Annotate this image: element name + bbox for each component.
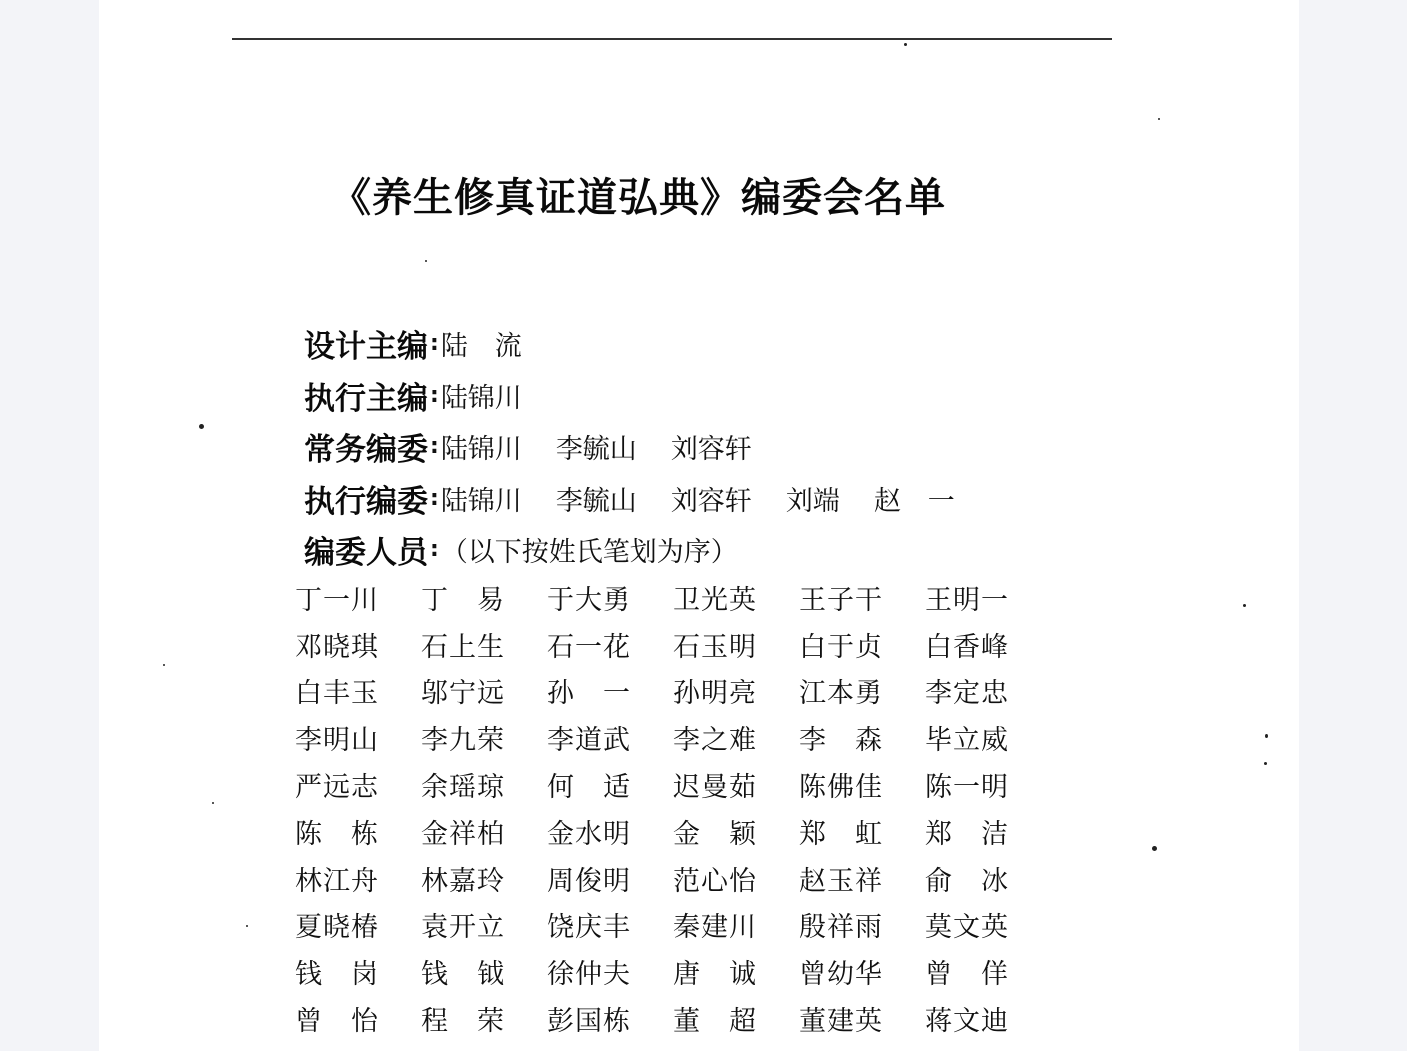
role-name: 刘容轩: [670, 485, 752, 517]
member-name: 李明山: [295, 725, 379, 757]
role-colon: :: [430, 331, 439, 357]
member-row: [295, 808, 1051, 855]
member-name: 石玉明: [673, 631, 757, 663]
page-title: 《养生修真证道弘典》编委会名单: [331, 175, 946, 221]
member-name: 陈一明: [925, 772, 1009, 804]
member-name-grid: [295, 574, 1051, 1042]
member-name: 严远志: [295, 772, 379, 804]
member-name: 邬宁远: [421, 678, 505, 710]
member-name: 唐 诚: [673, 959, 757, 991]
member-name: 金 颖: [673, 818, 757, 850]
member-name: 袁开立: [421, 912, 505, 944]
member-name: 曾 佯: [925, 959, 1009, 991]
scan-speck: [425, 260, 427, 262]
member-name: 金水明: [547, 818, 631, 850]
member-row: [295, 761, 1051, 808]
member-name: 蒋文迪: [925, 1006, 1009, 1038]
member-row: [295, 995, 1051, 1042]
role-name: 刘端: [785, 485, 840, 517]
member-name: 林嘉玲: [421, 865, 505, 897]
member-name: 徐仲夫: [547, 959, 631, 991]
member-name: 周俊明: [547, 865, 631, 897]
member-name: 董 超: [673, 1006, 757, 1038]
role-row-executive-editor: [304, 370, 989, 422]
scan-speck: [1243, 604, 1246, 607]
role-name: 赵 一: [873, 485, 955, 517]
member-name: 赵玉祥: [799, 865, 883, 897]
member-name: 林江舟: [295, 865, 379, 897]
member-name: 江本勇: [799, 678, 883, 710]
member-name: 郑 洁: [925, 818, 1009, 850]
role-row-standing-committee: [304, 421, 989, 473]
role-row-committee-members: [304, 524, 989, 576]
member-name: 何 适: [547, 772, 631, 804]
member-name: 彭国栋: [547, 1006, 631, 1038]
member-name: 李道武: [547, 725, 631, 757]
member-name: 邓晓琪: [295, 631, 379, 663]
member-name: 陈 栋: [295, 818, 379, 850]
member-row: [295, 902, 1051, 949]
member-name: 白香峰: [925, 631, 1009, 663]
member-name: 李 森: [799, 725, 883, 757]
role-name: 陆锦川: [440, 382, 522, 414]
member-name: 李之难: [673, 725, 757, 757]
member-name: 李定忠: [925, 678, 1009, 710]
scan-speck: [1264, 762, 1267, 765]
member-row: [295, 668, 1051, 715]
member-name: 范心怡: [673, 865, 757, 897]
member-name: 石上生: [421, 631, 505, 663]
scan-speck: [246, 925, 248, 927]
scan-speck: [1265, 734, 1268, 738]
member-name: 莫文英: [925, 912, 1009, 944]
member-name: 丁 易: [421, 584, 505, 616]
member-name: 于大勇: [547, 584, 631, 616]
role-colon: :: [430, 382, 439, 408]
member-name: 李九荣: [421, 725, 505, 757]
member-name: 白丰玉: [295, 678, 379, 710]
member-name: 曾幼华: [799, 959, 883, 991]
role-name: 陆 流: [440, 331, 522, 363]
member-name: 丁一川: [295, 584, 379, 616]
editorial-roles: [304, 318, 989, 576]
member-name: 夏晓椿: [295, 912, 379, 944]
member-name: 程 荣: [421, 1006, 505, 1038]
role-row-executive-committee: [304, 473, 989, 525]
member-name: 金祥柏: [421, 818, 505, 850]
member-name: 曾 怡: [295, 1006, 379, 1038]
member-name: 饶庆丰: [547, 912, 631, 944]
role-colon: :: [430, 485, 439, 511]
role-name: 刘容轩: [670, 434, 752, 466]
scan-speck: [212, 802, 214, 804]
member-row: [295, 714, 1051, 761]
member-name: 殷祥雨: [799, 912, 883, 944]
ordering-note: （以下按姓氏笔划为序）: [440, 537, 738, 569]
member-name: 毕立威: [925, 725, 1009, 757]
member-name: 卫光英: [673, 584, 757, 616]
role-name: 陆锦川: [440, 485, 522, 517]
member-row: [295, 574, 1051, 621]
role-name: 李毓山: [555, 434, 637, 466]
top-rule-divider: [232, 38, 1112, 40]
role-colon: :: [430, 537, 439, 563]
role-label: 编委人员: [304, 535, 428, 572]
scan-speck: [163, 664, 165, 666]
role-row-design-editor: [304, 318, 989, 370]
member-name: 孙 一: [547, 678, 631, 710]
role-label: 常务编委: [304, 432, 428, 469]
member-name: 王子干: [799, 584, 883, 616]
member-name: 孙明亮: [673, 678, 757, 710]
member-row: [295, 621, 1051, 668]
scan-speck: [199, 424, 204, 429]
role-label: 设计主编: [304, 329, 428, 366]
member-name: 郑 虹: [799, 818, 883, 850]
member-name: 陈佛佳: [799, 772, 883, 804]
member-name: 俞 冰: [925, 865, 1009, 897]
member-name: 钱 钺: [421, 959, 505, 991]
member-name: 秦建川: [673, 912, 757, 944]
member-name: 王明一: [925, 584, 1009, 616]
member-name: 白于贞: [799, 631, 883, 663]
scanned-page: [99, 0, 1299, 1051]
role-name: 陆锦川: [440, 434, 522, 466]
member-name: 钱 岗: [295, 959, 379, 991]
member-name: 董建英: [799, 1006, 883, 1038]
member-row: [295, 855, 1051, 902]
scan-speck: [1152, 846, 1157, 851]
member-name: 余瑶琼: [421, 772, 505, 804]
role-name: 李毓山: [555, 485, 637, 517]
role-colon: :: [430, 434, 439, 460]
member-row: [295, 948, 1051, 995]
member-name: 迟曼茹: [673, 772, 757, 804]
scan-speck: [1158, 118, 1160, 120]
role-label: 执行主编: [304, 380, 428, 417]
role-label: 执行编委: [304, 483, 428, 520]
scan-speck: [904, 43, 907, 46]
member-name: 石一花: [547, 631, 631, 663]
